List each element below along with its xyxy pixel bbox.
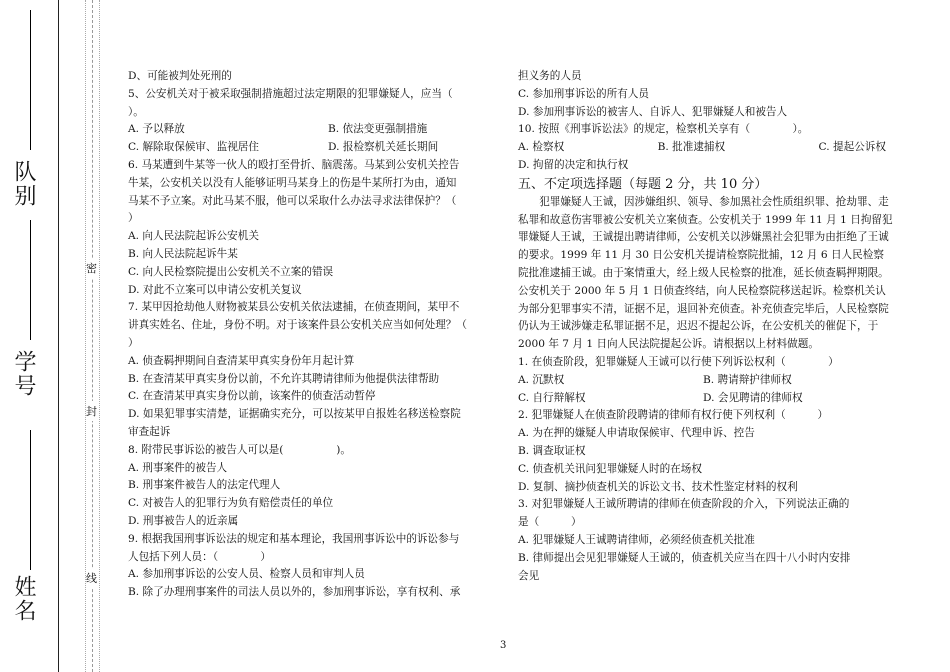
question-8: 8. 附带民事诉讼的被告人可以是( )。 <box>128 443 352 456</box>
option-b[interactable]: B. 向人民法院起诉牛某 <box>128 247 238 260</box>
text-line: 马某不予立案。对此马某不服，他可以采取什么办法寻求法律保护？（ <box>128 194 457 207</box>
text-line: ） <box>128 212 139 225</box>
case-question-1: 1. 在侦查阶段，犯罪嫌疑人王诚可以行使下列诉讼权利（ ） <box>518 355 839 368</box>
student-id-label: 学号 <box>11 350 36 398</box>
text-line: D、可能被判处死刑的 <box>128 70 232 82</box>
seal-xian: 线 <box>86 568 97 588</box>
seal-mi: 密 <box>86 258 97 278</box>
option-c[interactable]: C. 自行辩解权 <box>518 391 586 404</box>
option-c[interactable]: C. 参加刑事诉讼的所有人员 <box>518 87 649 100</box>
cut-line-inner <box>99 0 100 672</box>
case-paragraph: 犯罪嫌疑人王诚，因涉嫌组织、领导、参加黑社会性质组织罪、抢劫罪、走私罪和故意伤害罪被公安机关立案侦查。公安机关于 1999 年 11 月 1 日拘留犯罪嫌疑人王诚，王诚提出聘请律师，公安机关以涉嫌黑社会犯罪为由拒绝了王诚的要求。1999 年 11 月 30 日公安机关提请检察院批捕，12 月 6 日人民检察院批准逮捕王诚。由于案情重大，经上级人民检察的批准，延长侦查羁押期限。公安机关于 2000 年 5 月 1 日侦查终结，向人民检察院移送起诉。检察机关认为部分犯罪事实不清，证据不足，退回补充侦查。补充侦查完毕后，人民检察院仍认为王诚涉嫌走私罪证据不足，迟迟不提起公诉，在公安机关的催促下，于 2000 年 7 月 1 日向人民法院提起公诉。请根据以上材料做题。 <box>518 195 893 351</box>
option-b[interactable]: B. 在查清某甲真实身份以前，不允许其聘请律师为他提供法律帮助 <box>128 372 440 385</box>
question-10: 10. 按照《刑事诉讼法》的规定，检察机关享有（ ）。 <box>518 123 809 136</box>
option-a[interactable]: A. 侦查羁押期间自查清某甲真实身份年月起计算 <box>128 354 355 367</box>
seal-feng: 封 <box>86 401 97 421</box>
option-c[interactable]: C. 对被告人的犯罪行为负有赔偿责任的单位 <box>128 497 334 510</box>
option-b[interactable]: B. 除了办理刑事案件的司法人员以外的，参加刑事诉讼，享有权利、承 <box>128 586 461 599</box>
option-row <box>518 390 894 408</box>
option-a[interactable]: A. 向人民法院起诉公安机关 <box>128 230 259 243</box>
option-c[interactable]: C. 提起公诉权 <box>818 141 886 154</box>
option-row <box>518 372 894 390</box>
option-b[interactable]: B. 聘请辩护律师权 <box>703 373 792 386</box>
option-d[interactable]: D. 报检察机关延长期间 <box>328 141 439 154</box>
option-a[interactable]: A. 刑事案件的被告人 <box>128 461 228 474</box>
option-a[interactable]: A. 沉默权 <box>518 373 565 386</box>
option-c[interactable]: C. 解除取保候审、监视居住 <box>128 141 259 154</box>
page-number: 3 <box>500 640 507 651</box>
option-row <box>128 139 503 157</box>
question-9: 9. 根据我国刑事诉讼法的规定和基本理论，我国刑事诉讼中的诉讼参与 <box>128 532 460 545</box>
option-c[interactable]: C. 向人民检察院提出公安机关不立案的错误 <box>128 265 334 278</box>
option-d[interactable]: D. 复制、摘抄侦查机关的诉讼文书、技术性鉴定材料的权利 <box>518 480 798 493</box>
option-d[interactable]: D. 刑事被告人的近亲属 <box>128 514 239 527</box>
option-b[interactable]: B. 律师提出会见犯罪嫌疑人王诚的，侦查机关应当在四十八小时内安排 <box>518 551 851 564</box>
question-5: 5、公安机关对于被采取强制措施超过法定期限的犯罪嫌疑人，应当（ <box>128 87 453 100</box>
option-b[interactable]: B. 依法变更强制措施 <box>328 123 428 136</box>
margin-rule <box>58 0 59 672</box>
question-6: 6. 马某遭到牛某等一伙人的殴打至骨折、脑震荡。马某到公安机关控告 <box>128 158 460 171</box>
option-a[interactable]: A. 为在押的嫌疑人申请取保候审、代理申诉、控告 <box>518 427 755 440</box>
case-question-2: 2. 犯罪嫌疑人在侦查阶段聘请的律师有权行使下列权利（ ） <box>518 409 829 422</box>
option-b[interactable]: B. 批准逮捕权 <box>657 141 726 154</box>
right-column <box>518 68 894 585</box>
text-line: ） <box>128 336 139 349</box>
text-line: 审查起诉 <box>128 425 171 438</box>
option-d[interactable]: D. 参加刑事诉讼的被害人、自诉人、犯罪嫌疑人和被告人 <box>518 105 788 118</box>
text-line: 讲真实姓名、住址，身份不明。对于该案件县公安机关应当如何处理？（ <box>128 319 467 332</box>
text-line: 牛某，公安机关以没有人能够证明马某身上的伤是牛某所打为由，通知 <box>128 176 457 189</box>
name-fill-line[interactable] <box>30 430 31 570</box>
name-label: 姓名 <box>11 575 36 623</box>
option-d[interactable]: D. 如果犯罪事实清楚，证据确实充分，可以按某甲自报姓名移送检察院 <box>128 408 461 421</box>
option-a[interactable]: A. 予以释放 <box>128 123 185 136</box>
student-id-fill-line[interactable] <box>30 220 31 340</box>
option-a[interactable]: A. 检察权 <box>518 141 565 154</box>
text-line: ）。 <box>128 105 144 118</box>
option-c[interactable]: C. 侦查机关讯问犯罪嫌疑人时的在场权 <box>518 462 702 475</box>
option-b[interactable]: B. 刑事案件被告人的法定代理人 <box>128 479 281 492</box>
option-a[interactable]: A. 犯罪嫌疑人王诚聘请律师，必须经侦查机关批准 <box>518 533 755 546</box>
section-heading: 五、不定项选择题（每题 2 分，共 10 分） <box>518 176 768 192</box>
class-fill-line[interactable] <box>30 10 31 150</box>
left-column <box>128 68 503 602</box>
option-d[interactable]: D. 会见聘请的律师权 <box>703 391 803 404</box>
option-d[interactable]: D. 对此不立案可以申请公安机关复议 <box>128 283 302 296</box>
option-row <box>128 121 503 139</box>
class-label: 队别 <box>11 160 36 208</box>
option-b[interactable]: B. 调查取证权 <box>518 444 586 457</box>
case-question-3: 3. 对犯罪嫌疑人王诚所聘请的律师在侦查阶段的介入，下列说法正确的 <box>518 498 850 511</box>
option-a[interactable]: A. 参加刑事诉讼的公安人员、检察人员和审判人员 <box>128 568 365 581</box>
text-line: 担义务的人员 <box>518 70 582 82</box>
text-line: 人包括下列人员：（ ） <box>128 550 272 563</box>
question-7: 7. 某甲因抢劫他人财物被某县公安机关依法逮捕，在侦查期间，某甲不 <box>128 301 460 314</box>
text-line: 是（ ） <box>518 516 582 529</box>
option-row <box>518 139 894 157</box>
binding-margin <box>0 0 120 672</box>
option-c[interactable]: C. 在查清某甲真实身份以前，该案件的侦查活动暂停 <box>128 390 376 403</box>
text-line: 会见 <box>518 569 540 582</box>
option-d[interactable]: D. 拘留的决定和执行权 <box>518 158 629 171</box>
